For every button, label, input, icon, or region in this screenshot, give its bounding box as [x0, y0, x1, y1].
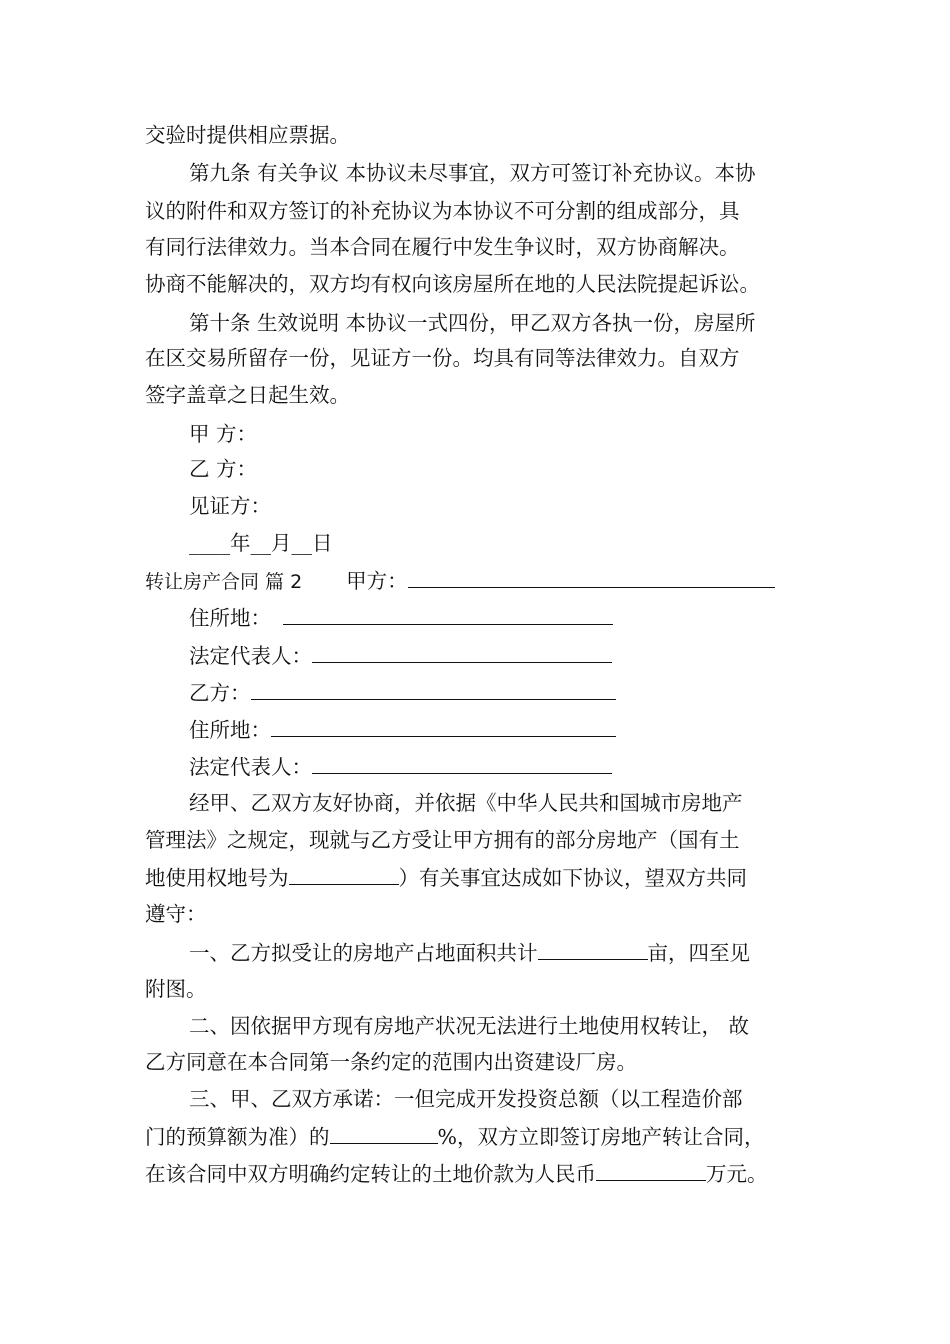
intro-line-4: 遵守：	[145, 902, 207, 926]
land-price-field[interactable]	[596, 1160, 706, 1181]
year-label: 年	[230, 531, 251, 555]
land-price-unit: 万元。	[706, 1162, 768, 1186]
month-label: 月	[271, 531, 292, 555]
party-b-rep-field[interactable]	[312, 753, 612, 774]
intro-line-2: 管理法》之规定，现就与乙方受让甲方拥有的部分房地产（国有土	[145, 828, 740, 852]
party-b-row	[189, 679, 616, 706]
article-9-line-3: 有同行法律效力。当本合同在履行中发生争议时，双方协商解决。	[145, 235, 740, 259]
clause-3-line-3	[145, 1160, 768, 1187]
party-b-address-row	[189, 716, 616, 743]
clause-2-line-1: 二、因依据甲方现有房地产状况无法进行土地使用权转让， 故	[189, 1014, 750, 1038]
party-a-rep-row	[189, 642, 612, 669]
party-a-address-field[interactable]	[283, 604, 613, 625]
month-blank: __	[250, 531, 271, 555]
paragraph-continuation: 交验时提供相应票据。	[145, 123, 350, 147]
party-a-rep-field[interactable]	[312, 642, 612, 663]
clause-1-line-1	[189, 939, 750, 966]
clause-1-line-2: 附图。	[145, 977, 207, 1001]
day-label: 日	[312, 531, 333, 555]
land-area-field[interactable]	[538, 939, 648, 960]
clause-3-line-2	[145, 1123, 764, 1150]
signature-party-a: 甲 方：	[189, 422, 258, 446]
lot-number-label: 地使用权地号为	[145, 866, 289, 890]
party-b-label: 乙方：	[189, 681, 251, 705]
clause-2-line-2: 乙方同意在本合同第一条约定的范围内出资建设厂房。	[145, 1050, 637, 1074]
article-9-line-4: 协商不能解决的，双方均有权向该房屋所在地的人民法院提起诉讼。	[145, 272, 760, 296]
party-b-address-field[interactable]	[271, 716, 616, 737]
year-blank: ____	[189, 531, 230, 555]
party-b-address-label: 住所地：	[189, 718, 271, 742]
clause-3-line-1: 三、甲、乙双方承诺：一但完成开发投资总额（以工程造价部	[189, 1087, 743, 1111]
clause-1-unit: 亩，四至见	[647, 941, 750, 965]
article-10-line-3: 签字盖章之日起生效。	[145, 383, 350, 407]
party-a-address-label: 住所地：	[189, 606, 271, 630]
clause-3-percent-label: 门的预算额为准）的	[145, 1125, 330, 1149]
signature-party-b: 乙 方：	[189, 457, 258, 481]
clause-1-text: 一、乙方拟受让的房地产占地面积共计	[189, 941, 538, 965]
lot-number-field[interactable]	[289, 864, 399, 885]
contract-2-title: 转让房产合同 篇 2	[145, 571, 303, 593]
intro-line-3-rest: ）有关事宜达成如下协议，望双方共同	[398, 866, 747, 890]
party-a-label: 甲方：	[346, 569, 408, 593]
article-9-line-1: 第九条 有关争议 本协议未尽事宜，双方可签订补充协议。本协	[189, 161, 756, 185]
party-a-field[interactable]	[408, 567, 775, 588]
signature-witness: 见证方：	[189, 494, 271, 518]
signature-date	[189, 530, 333, 556]
article-10-line-1: 第十条 生效说明 本协议一式四份，甲乙双方各执一份，房屋所	[189, 311, 756, 335]
land-price-label: 在该合同中双方明确约定转让的土地价款为人民币	[145, 1162, 596, 1186]
clause-3-line-2-rest: %，双方立即签订房地产转让合同，	[437, 1125, 765, 1149]
intro-line-1: 经甲、乙双方友好协商，并依据《中华人民共和国城市房地产	[189, 791, 743, 815]
party-a-rep-label: 法定代表人：	[189, 644, 312, 668]
party-b-rep-label: 法定代表人：	[189, 755, 312, 779]
intro-line-3	[145, 864, 747, 891]
party-b-rep-row	[189, 753, 612, 780]
article-9-line-2: 议的附件和双方签订的补充协议为本协议不可分割的组成部分，具	[145, 199, 740, 223]
investment-percent-field[interactable]	[330, 1123, 438, 1144]
party-b-field[interactable]	[251, 679, 616, 700]
party-a-address-row	[189, 604, 613, 631]
contract-2-header	[145, 567, 775, 595]
day-blank: __	[291, 531, 312, 555]
article-10-line-2: 在区交易所留存一份，见证方一份。均具有同等法律效力。自双方	[145, 346, 740, 370]
